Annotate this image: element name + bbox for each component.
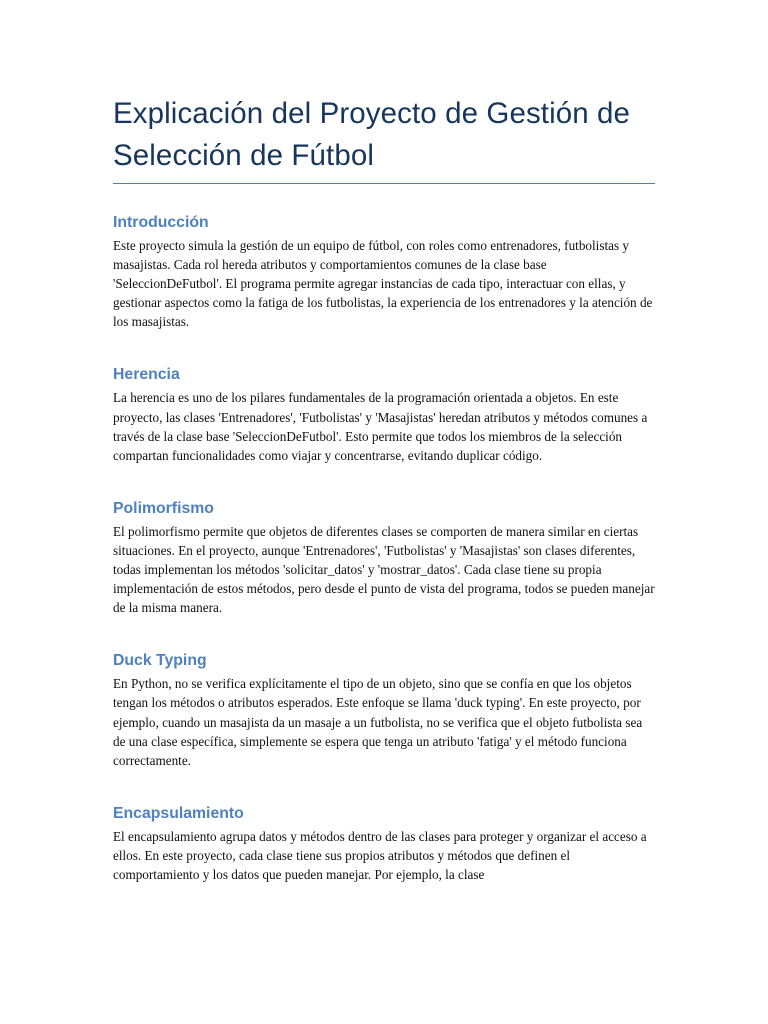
section-heading: Polimorfismo [113, 499, 214, 517]
section-encapsulamiento [113, 803, 655, 884]
section-polimorfismo [113, 498, 655, 617]
document-page [113, 93, 655, 884]
document-title: Explicación del Proyecto de Gestión de Selección de Fútbol [113, 93, 655, 184]
section-paragraph: El encapsulamiento agrupa datos y métodos dentro de las clases para proteger y organizar el acceso a ellos. En este proyecto, cada clase tiene sus propios atributos y métodos que definen el comportamiento y los datos que pueden manejar. Por ejemplo, la clase [113, 828, 647, 882]
section-duck-typing [113, 650, 655, 769]
section-heading: Introducción [113, 214, 209, 231]
section-paragraph: El polimorfismo permite que objetos de diferentes clases se comporten de manera similar en ciertas situaciones. En el proyecto, aunque 'Entrenadores', 'Futbolistas' y 'Masajistas' son clases diferentes, todas implementan los métodos 'solicitar_datos' y 'mostrar_datos'. Cada clase tiene su propia implementación de estos métodos, pero desde el punto de vista del programa, todos se pueden manejar de la misma manera. [113, 523, 655, 616]
section-heading: Duck Typing [113, 652, 207, 670]
section-paragraph: La herencia es uno de los pilares fundamentales de la programación orientada a objetos. En este proyecto, las clases 'Entrenadores', 'Futbolistas' y 'Masajistas' heredan atributos y métodos comunes a través de la clase base 'SeleccionDeFutbol'. Esto permite que todos los miembros de la selección compartan funcionalidades como viajar y concentrarse, evitando duplicar código. [113, 390, 648, 463]
section-heading: Encapsulamiento [113, 804, 244, 822]
section-paragraph: En Python, no se verifica explícitamente el tipo de un objeto, sino que se confía en que los objetos tengan los métodos o atributos esperados. Este enfoque se llama 'duck typing'. En este proyecto, por ejemplo, cuando un masajista da un masaje a un futbolista, no se verifica que el objeto futbolista sea de una clase específica, simplemente se espera que tenga un atributo 'fatiga' y el método funciona correctamente. [113, 676, 643, 768]
section-paragraph: Este proyecto simula la gestión de un equipo de fútbol, con roles como entrenadores, futbolistas y masajistas. Cada rol hereda atributos y comportamientos comunes de la clase base 'SeleccionDeFutbol'. El programa permite agregar instancias de cada tipo, interactuar con ellas, y gestionar aspectos como la fatiga de los futbolistas, la experiencia de los entrenadores y la atención de los masajistas. [113, 238, 653, 330]
section-heading: Herencia [113, 366, 180, 384]
section-introduccion [113, 212, 655, 331]
section-herencia [113, 364, 655, 464]
